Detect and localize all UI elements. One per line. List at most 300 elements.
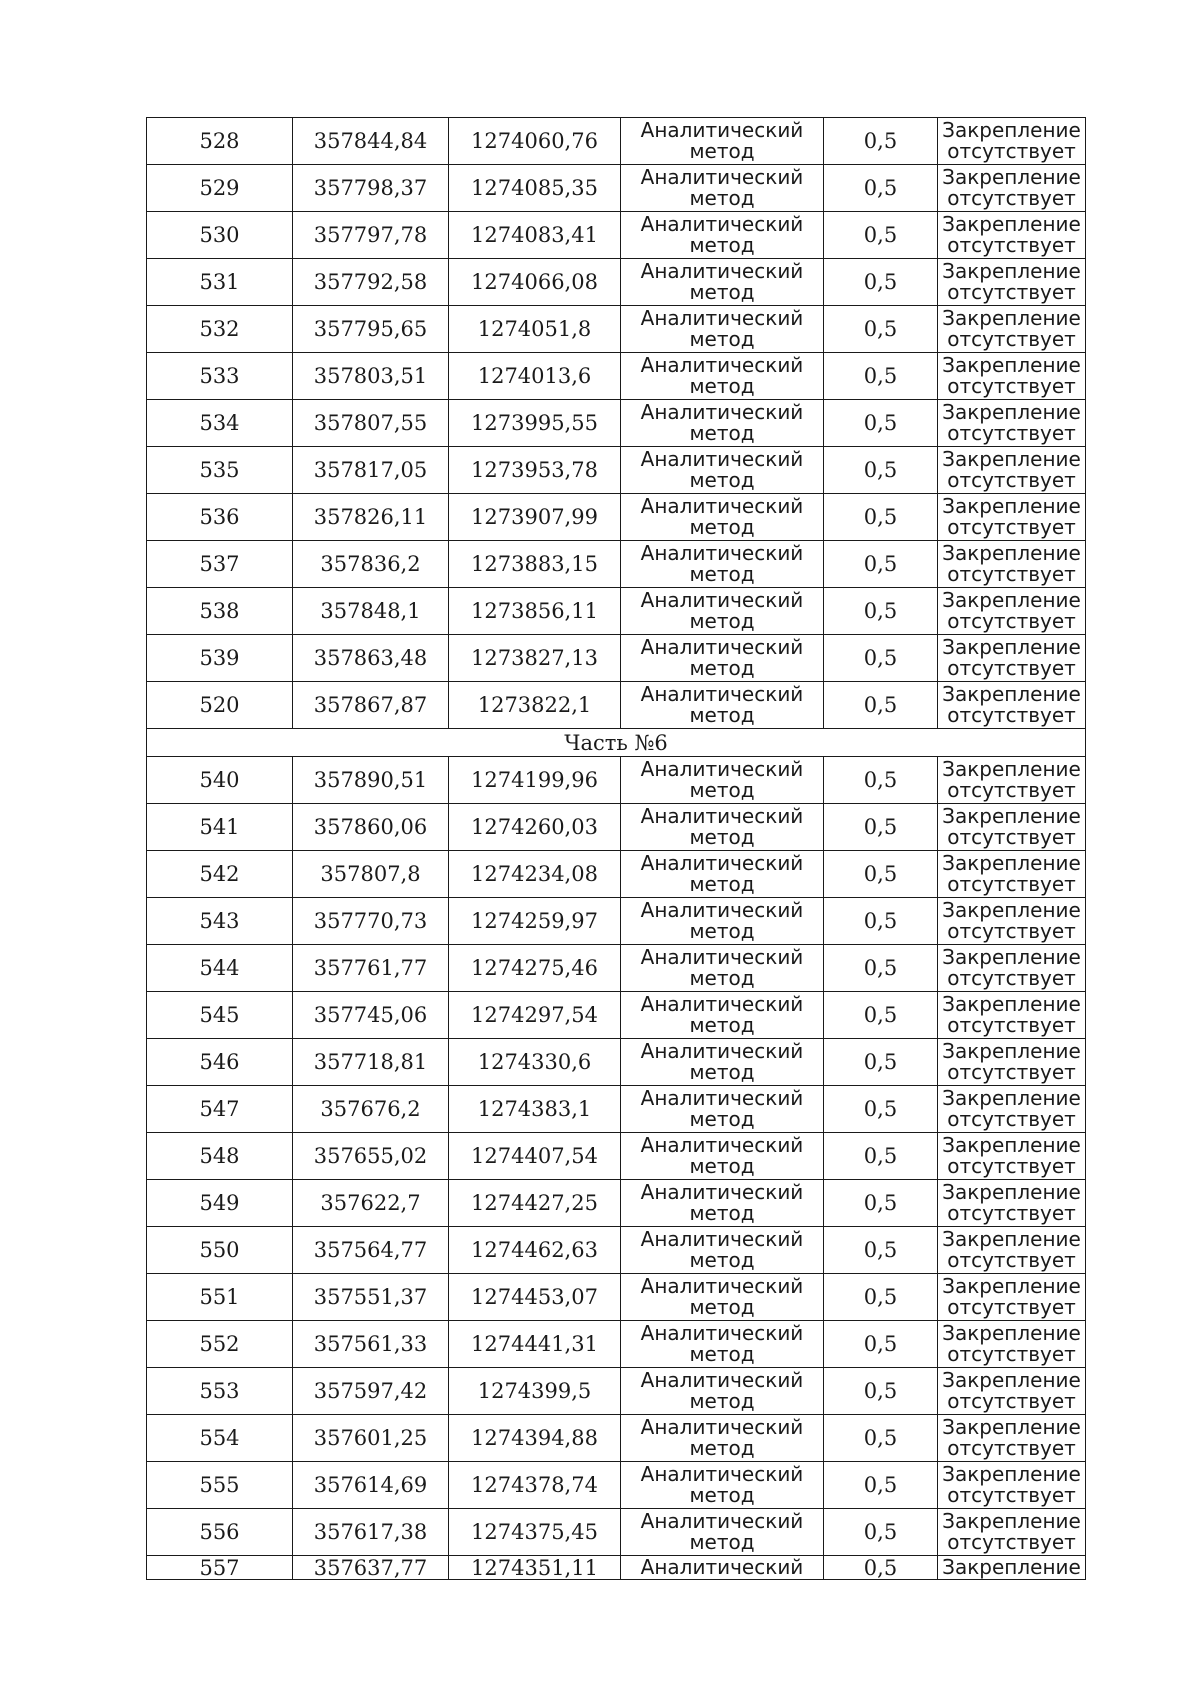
- method-cell: [621, 1509, 824, 1556]
- table-row: [147, 306, 1086, 353]
- x-coordinate-cell: 357807,55: [293, 400, 449, 447]
- fixing-cell-line2: отсутствует: [947, 468, 1076, 492]
- method-cell-line1: Аналитический: [640, 1274, 804, 1298]
- fixing-cell: [938, 757, 1086, 804]
- y-coordinate-cell: 1274060,76: [449, 118, 621, 165]
- fixing-cell: [938, 851, 1086, 898]
- method-cell-line1: Аналитический: [640, 1509, 804, 1533]
- method-cell-line1: Аналитический: [640, 588, 804, 612]
- method-cell-line1: Аналитический: [640, 447, 804, 471]
- point-number-cell: 536: [147, 494, 293, 541]
- fixing-cell: [938, 635, 1086, 682]
- fixing-cell-line2: отсутствует: [947, 703, 1076, 727]
- accuracy-cell: 0,5: [824, 757, 938, 804]
- method-cell-line1: Аналитический: [640, 1039, 804, 1063]
- y-coordinate-cell: 1274330,6: [449, 1039, 621, 1086]
- x-coordinate-cell: 357597,42: [293, 1368, 449, 1415]
- fixing-cell-line1: Закрепление: [942, 1462, 1081, 1486]
- table-row: [147, 1274, 1086, 1321]
- accuracy-cell: 0,5: [824, 804, 938, 851]
- fixing-cell-line1: Закрепление: [942, 898, 1081, 922]
- accuracy-cell: 0,5: [824, 1509, 938, 1556]
- table-row: [147, 1180, 1086, 1227]
- fixing-cell-line2: отсутствует: [947, 1013, 1076, 1037]
- x-coordinate-cell: 357836,2: [293, 541, 449, 588]
- method-cell-line1: Аналитический: [640, 494, 804, 518]
- coordinates-table: [146, 117, 1086, 1580]
- fixing-cell-line2: отсутствует: [947, 1060, 1076, 1084]
- accuracy-cell: 0,5: [824, 1321, 938, 1368]
- fixing-cell: [938, 1368, 1086, 1415]
- method-cell: [621, 1462, 824, 1509]
- method-cell-line1: Аналитический: [640, 1227, 804, 1251]
- method-cell-line1: Аналитический: [640, 353, 804, 377]
- point-number-cell: 544: [147, 945, 293, 992]
- method-cell-line2: метод: [689, 1107, 755, 1131]
- y-coordinate-cell: 1273822,1: [449, 682, 621, 729]
- accuracy-cell: 0,5: [824, 682, 938, 729]
- method-cell-line2: метод: [689, 1013, 755, 1037]
- x-coordinate-cell: 357655,02: [293, 1133, 449, 1180]
- fixing-cell-line2: отсутствует: [947, 1154, 1076, 1178]
- point-number-cell: 549: [147, 1180, 293, 1227]
- y-coordinate-cell: 1274013,6: [449, 353, 621, 400]
- fixing-cell-line1: Закрепление: [942, 1509, 1081, 1533]
- accuracy-cell: 0,5: [824, 1274, 938, 1321]
- fixing-cell-line1: Закрепление: [942, 1274, 1081, 1298]
- y-coordinate-cell: 1273907,99: [449, 494, 621, 541]
- fixing-cell-line2: отсутствует: [947, 778, 1076, 802]
- accuracy-cell: 0,5: [824, 635, 938, 682]
- fixing-cell: [938, 306, 1086, 353]
- accuracy-cell: 0,5: [824, 945, 938, 992]
- x-coordinate-cell: 357617,38: [293, 1509, 449, 1556]
- fixing-cell-line1: Закрепление: [942, 1321, 1081, 1345]
- table-body: [147, 118, 1086, 1580]
- x-coordinate-cell: 357848,1: [293, 588, 449, 635]
- fixing-cell-line1: Закрепление: [942, 259, 1081, 283]
- y-coordinate-cell: 1274441,31: [449, 1321, 621, 1368]
- accuracy-cell: 0,5: [824, 1415, 938, 1462]
- method-cell-line2: метод: [689, 515, 755, 539]
- x-coordinate-cell: 357867,87: [293, 682, 449, 729]
- y-coordinate-cell: 1274085,35: [449, 165, 621, 212]
- fixing-cell-line1: Закрепление: [942, 1039, 1081, 1063]
- accuracy-cell: 0,5: [824, 1180, 938, 1227]
- fixing-cell-line2: отсутствует: [947, 233, 1076, 257]
- method-cell: [621, 118, 824, 165]
- fixing-cell: [938, 1274, 1086, 1321]
- y-coordinate-cell: 1274407,54: [449, 1133, 621, 1180]
- x-coordinate-cell: 357770,73: [293, 898, 449, 945]
- fixing-cell: [938, 259, 1086, 306]
- y-coordinate-cell: 1274375,45: [449, 1509, 621, 1556]
- fixing-cell: [938, 804, 1086, 851]
- method-cell-line2: метод: [689, 1295, 755, 1319]
- fixing-cell: [938, 447, 1086, 494]
- y-coordinate-cell: 1274234,08: [449, 851, 621, 898]
- method-cell-line2: метод: [689, 778, 755, 802]
- fixing-cell: [938, 945, 1086, 992]
- fixing-cell-line1: Закрепление: [942, 1415, 1081, 1439]
- method-cell-line2: метод: [689, 872, 755, 896]
- method-cell: [621, 212, 824, 259]
- accuracy-cell: 0,5: [824, 1039, 938, 1086]
- accuracy-cell: 0,5: [824, 400, 938, 447]
- y-coordinate-cell: 1274297,54: [449, 992, 621, 1039]
- y-coordinate-cell: 1274051,8: [449, 306, 621, 353]
- method-cell-line2: метод: [689, 609, 755, 633]
- point-number-cell: 537: [147, 541, 293, 588]
- fixing-cell-line2: отсутствует: [947, 280, 1076, 304]
- y-coordinate-cell: 1274462,63: [449, 1227, 621, 1274]
- point-number-cell: 533: [147, 353, 293, 400]
- method-cell-line2: метод: [689, 562, 755, 586]
- fixing-cell-line1: Закрепление: [942, 353, 1081, 377]
- method-cell-line2: метод: [689, 919, 755, 943]
- fixing-cell: [938, 682, 1086, 729]
- accuracy-cell: 0,5: [824, 1556, 938, 1580]
- fixing-cell-line2: отсутствует: [947, 562, 1076, 586]
- table-row: [147, 1133, 1086, 1180]
- y-coordinate-cell: 1274378,74: [449, 1462, 621, 1509]
- fixing-cell-line2: отсутствует: [947, 1201, 1076, 1225]
- fixing-cell-line1: Закрепление: [942, 757, 1081, 781]
- fixing-cell-line2: отсутствует: [947, 1436, 1076, 1460]
- point-number-cell: 530: [147, 212, 293, 259]
- method-cell-line1: Аналитический: [640, 635, 804, 659]
- method-cell-line1: Аналитический: [640, 992, 804, 1016]
- y-coordinate-cell: 1273883,15: [449, 541, 621, 588]
- method-cell: [621, 635, 824, 682]
- method-cell: [621, 804, 824, 851]
- fixing-cell-line1: Закрепление: [942, 851, 1081, 875]
- fixing-cell-line2: отсутствует: [947, 609, 1076, 633]
- point-number-cell: 534: [147, 400, 293, 447]
- accuracy-cell: 0,5: [824, 259, 938, 306]
- fixing-cell: [938, 898, 1086, 945]
- method-cell-line1: Аналитический: [640, 898, 804, 922]
- method-cell: [621, 1415, 824, 1462]
- method-cell-line2: метод: [689, 374, 755, 398]
- fixing-cell-line2: отсутствует: [947, 1389, 1076, 1413]
- table-row: [147, 118, 1086, 165]
- method-cell: [621, 992, 824, 1039]
- method-cell: [621, 851, 824, 898]
- fixing-cell-line2: отсутствует: [947, 139, 1076, 163]
- table-row: [147, 945, 1086, 992]
- accuracy-cell: 0,5: [824, 118, 938, 165]
- y-coordinate-cell: 1274351,11: [449, 1556, 621, 1580]
- method-cell-line1: Аналитический: [640, 1321, 804, 1345]
- table-row: [147, 1321, 1086, 1368]
- method-cell-line1: Аналитический: [640, 118, 804, 142]
- x-coordinate-cell: 357798,37: [293, 165, 449, 212]
- fixing-cell-line1: Закрепление: [942, 1133, 1081, 1157]
- method-cell-line2: метод: [689, 1060, 755, 1084]
- y-coordinate-cell: 1274275,46: [449, 945, 621, 992]
- point-number-cell: 552: [147, 1321, 293, 1368]
- method-cell-line1: Аналитический: [640, 1368, 804, 1392]
- accuracy-cell: 0,5: [824, 494, 938, 541]
- fixing-cell-line1: Закрепление: [942, 118, 1081, 142]
- table-row: [147, 804, 1086, 851]
- method-cell: [621, 400, 824, 447]
- method-cell-line1: Аналитический: [640, 400, 804, 424]
- method-cell: [621, 1227, 824, 1274]
- y-coordinate-cell: 1274383,1: [449, 1086, 621, 1133]
- x-coordinate-cell: 357863,48: [293, 635, 449, 682]
- method-cell-line1: Аналитический: [640, 682, 804, 706]
- method-cell: [621, 259, 824, 306]
- x-coordinate-cell: 357795,65: [293, 306, 449, 353]
- table-row: [147, 447, 1086, 494]
- point-number-cell: 545: [147, 992, 293, 1039]
- y-coordinate-cell: 1274399,5: [449, 1368, 621, 1415]
- fixing-cell-line1: Закрепление: [942, 945, 1081, 969]
- accuracy-cell: 0,5: [824, 992, 938, 1039]
- point-number-cell: 555: [147, 1462, 293, 1509]
- x-coordinate-cell: 357797,78: [293, 212, 449, 259]
- method-cell-line2: метод: [689, 825, 755, 849]
- method-cell-line1: Аналитический: [640, 1086, 804, 1110]
- x-coordinate-cell: 357803,51: [293, 353, 449, 400]
- fixing-cell: [938, 165, 1086, 212]
- x-coordinate-cell: 357614,69: [293, 1462, 449, 1509]
- y-coordinate-cell: 1274259,97: [449, 898, 621, 945]
- method-cell: [621, 1039, 824, 1086]
- method-cell-line1: Аналитический: [640, 851, 804, 875]
- y-coordinate-cell: 1274066,08: [449, 259, 621, 306]
- accuracy-cell: 0,5: [824, 447, 938, 494]
- point-number-cell: 539: [147, 635, 293, 682]
- accuracy-cell: 0,5: [824, 353, 938, 400]
- method-cell-line2: метод: [689, 421, 755, 445]
- accuracy-cell: 0,5: [824, 165, 938, 212]
- fixing-cell: [938, 1133, 1086, 1180]
- point-number-cell: 553: [147, 1368, 293, 1415]
- method-cell-line2: метод: [689, 139, 755, 163]
- x-coordinate-cell: 357860,06: [293, 804, 449, 851]
- method-cell: [621, 588, 824, 635]
- accuracy-cell: 0,5: [824, 588, 938, 635]
- fixing-cell-line2: отсутствует: [947, 186, 1076, 210]
- table-row: [147, 1227, 1086, 1274]
- fixing-cell: [938, 992, 1086, 1039]
- fixing-cell-line2: отсутствует: [947, 327, 1076, 351]
- table-row: [147, 165, 1086, 212]
- fixing-cell-line1: Закрепление: [942, 447, 1081, 471]
- method-cell: [621, 353, 824, 400]
- fixing-cell-line1: Закрепление: [942, 682, 1081, 706]
- x-coordinate-cell: 357561,33: [293, 1321, 449, 1368]
- x-coordinate-cell: 357817,05: [293, 447, 449, 494]
- x-coordinate-cell: 357718,81: [293, 1039, 449, 1086]
- y-coordinate-cell: 1274453,07: [449, 1274, 621, 1321]
- accuracy-cell: 0,5: [824, 1227, 938, 1274]
- table-row: [147, 494, 1086, 541]
- section-header-row: [147, 729, 1086, 757]
- point-number-cell: 551: [147, 1274, 293, 1321]
- accuracy-cell: 0,5: [824, 1133, 938, 1180]
- fixing-cell-line2: отсутствует: [947, 1295, 1076, 1319]
- x-coordinate-cell: 357637,77: [293, 1556, 449, 1580]
- x-coordinate-cell: 357564,77: [293, 1227, 449, 1274]
- accuracy-cell: 0,5: [824, 851, 938, 898]
- fixing-cell-line1: Закрепление: [942, 165, 1081, 189]
- y-coordinate-cell: 1274083,41: [449, 212, 621, 259]
- fixing-cell-line1: Закрепление: [942, 635, 1081, 659]
- fixing-cell-line2: отсутствует: [947, 421, 1076, 445]
- method-cell-line1: Аналитический: [640, 165, 804, 189]
- method-cell: [621, 541, 824, 588]
- fixing-cell-line2: отсутствует: [947, 374, 1076, 398]
- table-row: [147, 400, 1086, 447]
- point-number-cell: 540: [147, 757, 293, 804]
- fixing-cell-line2: отсутствует: [947, 515, 1076, 539]
- method-cell-line1: Аналитический: [640, 541, 804, 565]
- fixing-cell-line2: отсутствует: [947, 1248, 1076, 1272]
- fixing-cell: [938, 1321, 1086, 1368]
- method-cell-line2: метод: [689, 1389, 755, 1413]
- fixing-cell-line2: отсутствует: [947, 872, 1076, 896]
- method-cell: [621, 898, 824, 945]
- method-cell-line1: Аналитический: [640, 804, 804, 828]
- table-row: [147, 212, 1086, 259]
- fixing-cell-line1: Закрепление: [942, 1227, 1081, 1251]
- accuracy-cell: 0,5: [824, 1462, 938, 1509]
- method-cell: [621, 306, 824, 353]
- method-cell: [621, 1133, 824, 1180]
- method-cell-line1: Аналитический: [640, 259, 804, 283]
- x-coordinate-cell: 357807,8: [293, 851, 449, 898]
- x-coordinate-cell: 357601,25: [293, 1415, 449, 1462]
- point-number-cell: 541: [147, 804, 293, 851]
- table-row: [147, 1086, 1086, 1133]
- method-cell-line2: метод: [689, 966, 755, 990]
- method-cell: [621, 494, 824, 541]
- accuracy-cell: 0,5: [824, 306, 938, 353]
- method-cell-line1: Аналитический: [640, 1415, 804, 1439]
- table-row: [147, 588, 1086, 635]
- table-row: [147, 898, 1086, 945]
- point-number-cell: 520: [147, 682, 293, 729]
- x-coordinate-cell: 357844,84: [293, 118, 449, 165]
- method-cell: [621, 1321, 824, 1368]
- fixing-cell: [938, 212, 1086, 259]
- method-cell-line2: метод: [689, 1201, 755, 1225]
- method-cell-line1: Аналитический: [640, 757, 804, 781]
- table-row: [147, 1415, 1086, 1462]
- fixing-cell: [938, 353, 1086, 400]
- fixing-cell-line1: Закрепление: [942, 1180, 1081, 1204]
- table-row: [147, 259, 1086, 306]
- table-row: [147, 1368, 1086, 1415]
- table-row: [147, 635, 1086, 682]
- point-number-cell: 532: [147, 306, 293, 353]
- method-cell-line2: метод: [689, 186, 755, 210]
- fixing-cell: [938, 1039, 1086, 1086]
- fixing-cell-line1: Закрепление: [942, 494, 1081, 518]
- method-cell: [621, 1180, 824, 1227]
- method-cell-line2: метод: [689, 703, 755, 727]
- point-number-cell: 538: [147, 588, 293, 635]
- fixing-cell: [938, 494, 1086, 541]
- fixing-cell: [938, 1509, 1086, 1556]
- fixing-cell-line1: Закрепление: [942, 212, 1081, 236]
- method-cell-line1: Аналитический: [640, 1180, 804, 1204]
- y-coordinate-cell: 1273827,13: [449, 635, 621, 682]
- fixing-cell: [938, 1086, 1086, 1133]
- y-coordinate-cell: 1273995,55: [449, 400, 621, 447]
- method-cell-line2: метод: [689, 1154, 755, 1178]
- point-number-cell: 550: [147, 1227, 293, 1274]
- method-cell-line1: Аналитический: [640, 306, 804, 330]
- x-coordinate-cell: 357826,11: [293, 494, 449, 541]
- fixing-cell: [938, 1227, 1086, 1274]
- x-coordinate-cell: 357745,06: [293, 992, 449, 1039]
- method-cell: [621, 945, 824, 992]
- point-number-cell: 556: [147, 1509, 293, 1556]
- fixing-cell-line2: отсутствует: [947, 1342, 1076, 1366]
- method-cell-line1: Аналитический: [640, 1462, 804, 1486]
- x-coordinate-cell: 357792,58: [293, 259, 449, 306]
- accuracy-cell: 0,5: [824, 1368, 938, 1415]
- y-coordinate-cell: 1274427,25: [449, 1180, 621, 1227]
- fixing-cell-line1: Закрепление: [942, 1368, 1081, 1392]
- fixing-cell-line2: отсутствует: [947, 1483, 1076, 1507]
- table-row: [147, 1039, 1086, 1086]
- method-cell-line2: метод: [689, 280, 755, 304]
- method-cell-line2: метод: [689, 1483, 755, 1507]
- point-number-cell: 543: [147, 898, 293, 945]
- method-cell: [621, 757, 824, 804]
- fixing-cell: [938, 1462, 1086, 1509]
- method-cell-line1: Аналитический: [640, 1133, 804, 1157]
- fixing-cell-line2: отсутствует: [947, 656, 1076, 680]
- point-number-cell: 546: [147, 1039, 293, 1086]
- fixing-cell-line1: Закрепление: [942, 541, 1081, 565]
- fixing-cell-line1: Закрепление: [942, 1086, 1081, 1110]
- table-row: [147, 1509, 1086, 1556]
- method-cell: [621, 447, 824, 494]
- fixing-cell-line2: отсутствует: [947, 919, 1076, 943]
- method-cell-line2: метод: [689, 1436, 755, 1460]
- x-coordinate-cell: 357676,2: [293, 1086, 449, 1133]
- method-cell-line1: Аналитический: [640, 945, 804, 969]
- method-cell: Аналитический: [621, 1556, 824, 1580]
- table-row: [147, 851, 1086, 898]
- method-cell: [621, 682, 824, 729]
- point-number-cell: 557: [147, 1556, 293, 1580]
- fixing-cell: [938, 541, 1086, 588]
- table-row: [147, 353, 1086, 400]
- point-number-cell: 528: [147, 118, 293, 165]
- fixing-cell: [938, 118, 1086, 165]
- fixing-cell: [938, 588, 1086, 635]
- y-coordinate-cell: 1274394,88: [449, 1415, 621, 1462]
- table-row: [147, 541, 1086, 588]
- fixing-cell-line1: Закрепление: [942, 588, 1081, 612]
- method-cell: [621, 1086, 824, 1133]
- x-coordinate-cell: 357761,77: [293, 945, 449, 992]
- accuracy-cell: 0,5: [824, 1086, 938, 1133]
- point-number-cell: 531: [147, 259, 293, 306]
- method-cell-line2: метод: [689, 1530, 755, 1554]
- method-cell: [621, 165, 824, 212]
- fixing-cell-line1: Закрепление: [942, 804, 1081, 828]
- fixing-cell-line1: Закрепление: [942, 306, 1081, 330]
